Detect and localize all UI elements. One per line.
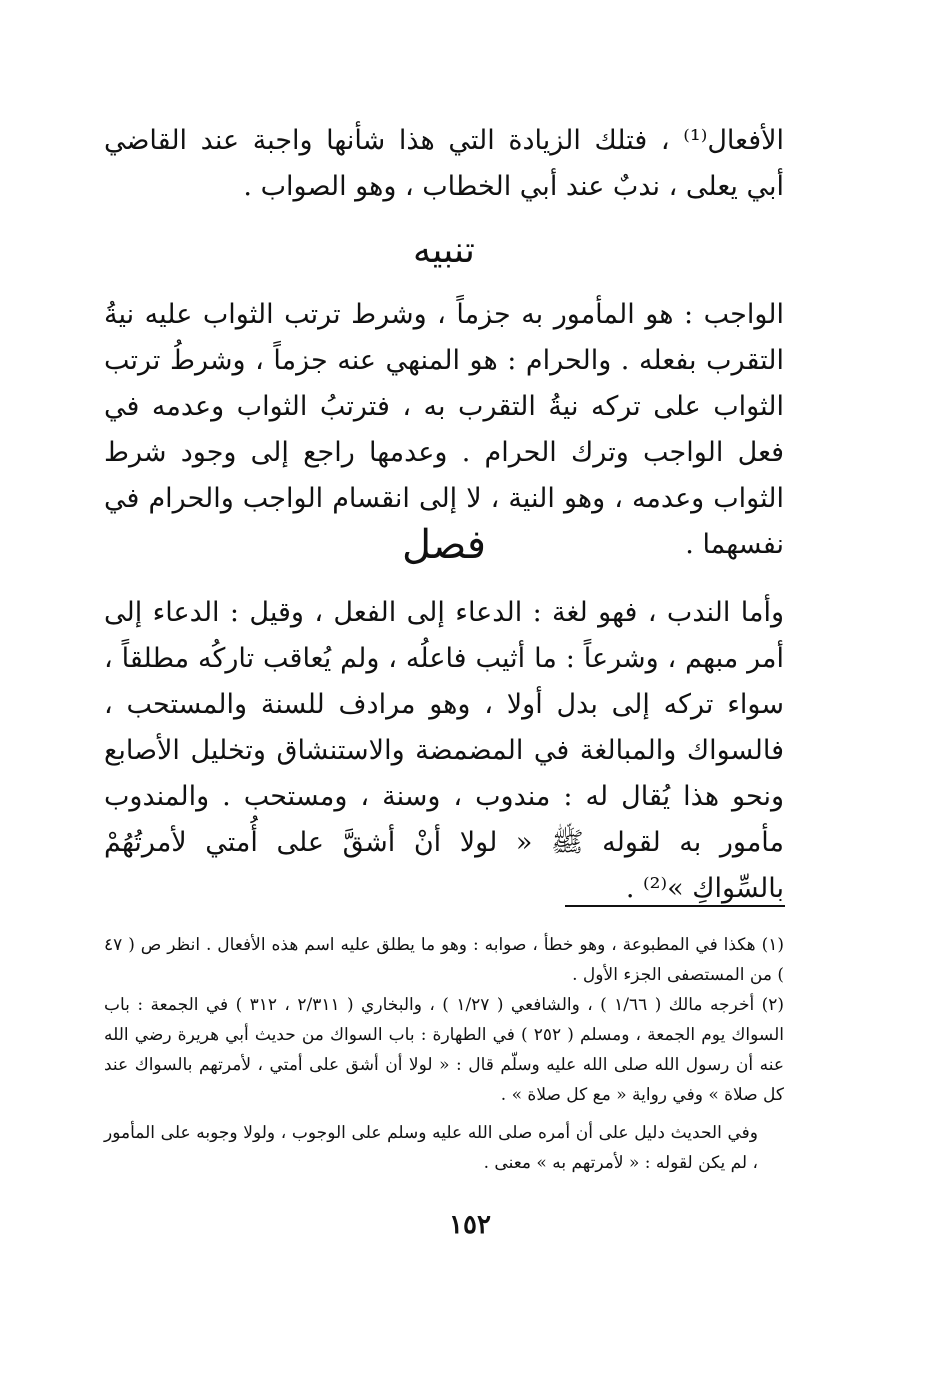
footnote-separator xyxy=(565,905,785,907)
footnote-2: (٢) أخرجه مالك ( ١/٦٦ ) ، والشافعي ( ١/٢٧ ) ، والبخاري ( ٢/٣١١ ، ٣١٢ ) في الجمعة : باب السواك يوم الجمعة ، ومسلم ( ٢٥٢ ) في الطهارة : باب السواك من حديث أبي هريرة رضي الله عنه أن رسول الله صلى الله عليه وسلّم قال : « لولا أن أشق على أمتي ، لأمرتهم بالسواك عند كل صلاة » وفي رواية « مع كل صلاة » . xyxy=(104,995,784,1105)
footnote-1: (١) هكذا في المطبوعة ، وهو خطأ ، صوابه : وهو ما يطلق عليه اسم هذه الأفعال . انظر ص ( ٤٧ ) من المستصفى الجزء الأول . xyxy=(104,935,784,985)
tanbih-heading: تنبيه xyxy=(413,230,475,271)
fasl-heading: فصل xyxy=(401,522,487,568)
page-number: ١٥٢ xyxy=(449,1210,491,1240)
intro-paragraph: الأفعال⁽¹⁾ ، فتلك الزيادة التي هذا شأنها واجبة عند القاضي أبي يعلى ، ندبٌ عند أبي الخطاب ، وهو الصواب . xyxy=(104,125,784,202)
footnote-2-continuation: وفي الحديث دليل على أن أمره صلى الله عليه وسلم على الوجوب ، ولولا وجوبه على المأمور ، لم يكن لقوله : « لأمرتهم به » معنى . xyxy=(104,1123,758,1173)
tanbih-paragraph: الواجب : هو المأمور به جزماً ، وشرط ترتب الثواب عليه نيةُ التقرب بفعله . والحرام : هو المنهي عنه جزماً ، وشرطُ ترتب الثواب على تركه نيةُ التقرب به ، فترتبُ الثواب وعدمه في فعل الواجب وترك الحرام . وعدمها راجع إلى وجود شرط الثواب وعدمه ، وهو النية ، لا إلى انقسام الواجب والحرام في نفسهما . xyxy=(104,299,784,560)
fasl-paragraph: وأما الندب ، فهو لغة : الدعاء إلى الفعل ، وقيل : الدعاء إلى أمر مبهم ، وشرعاً : ما أثيب فاعلُه ، ولم يُعاقب تاركُه مطلقاً ، سواء تركه إلى بدل أولا ، وهو مرادف للسنة والمستحب ، فالسواك والمبالغة في المضمضة والاستنشاق وتخليل الأصابع ونحو هذا يُقال له : مندوب ، وسنة ، ومستحب . والمندوب مأمور به لقوله ﷺ « لولا أنْ أشقَّ على أُمتي لأمرتُهُمْ بالسِّواكِ »⁽²⁾ . xyxy=(104,597,784,904)
